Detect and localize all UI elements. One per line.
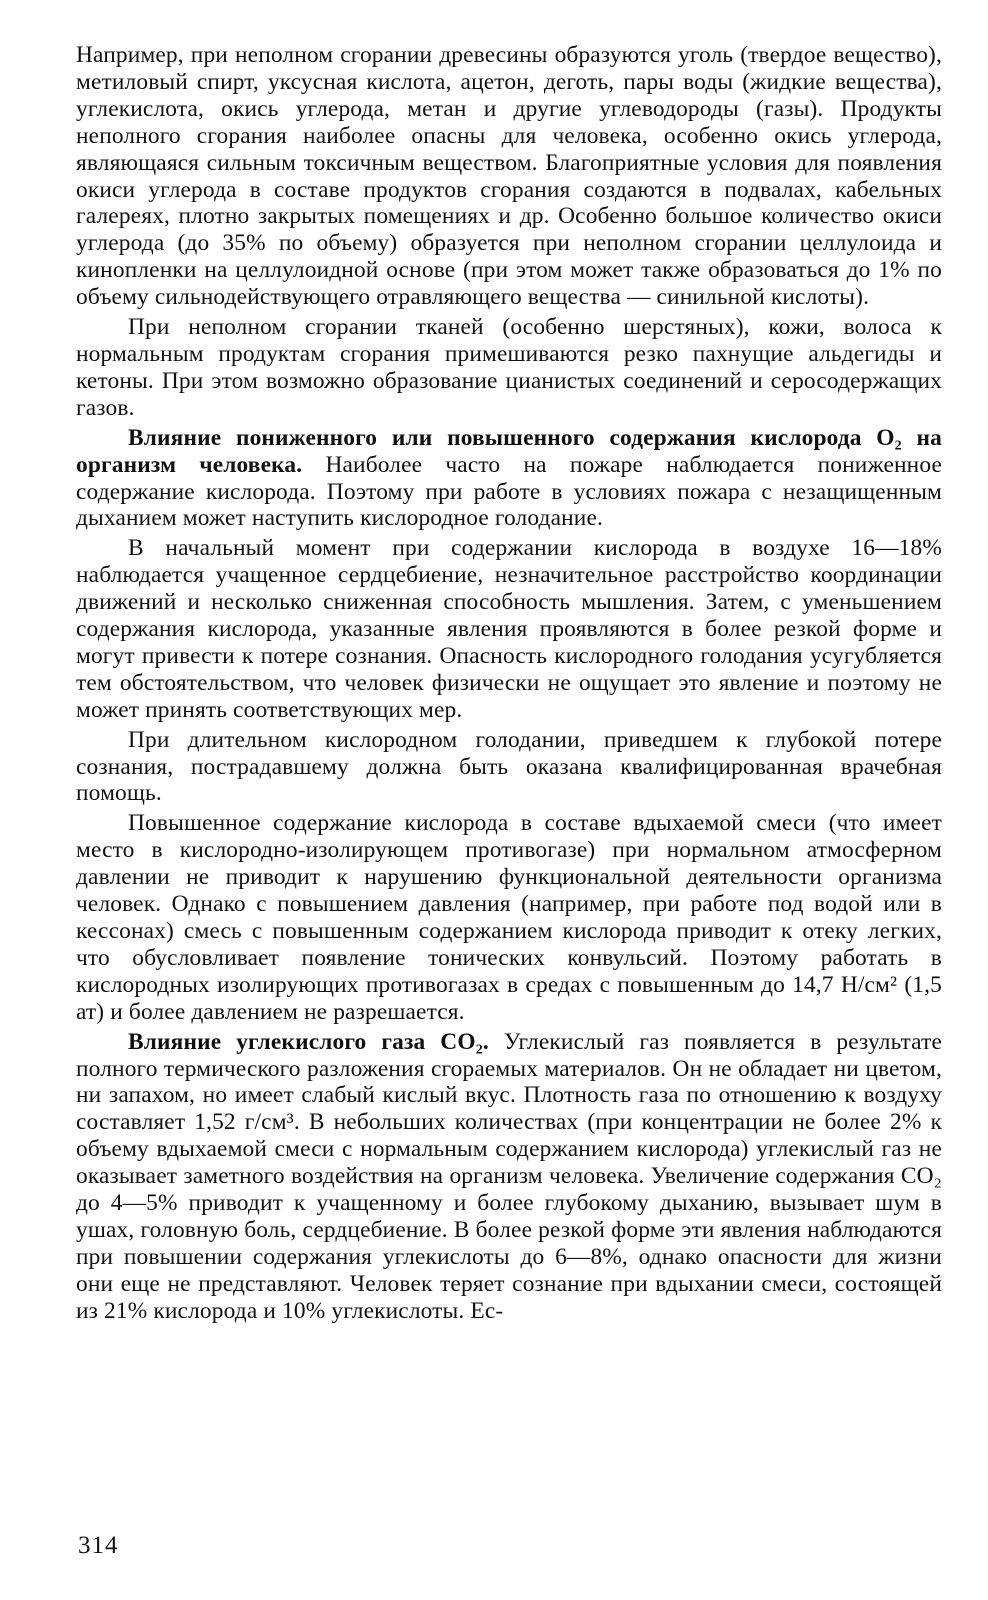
paragraph-text: Наиболее часто на пожаре наблюдается пониженное содержание кислорода. Поэтому при работе в условиях пожара с незащищенным дыханием может наступить кислородное голодание. — [76, 451, 942, 532]
paragraph-prolonged-hypoxia — [76, 727, 942, 808]
paragraph-incomplete-combustion — [76, 42, 942, 311]
paragraph-text: Например, при неполном сгорании древесины образуются уголь (твердое вещество), метиловый спирт, уксусная кислота, ацетон, деготь, пары воды (жидкие вещества), углекислота, окись углерода, метан и другие углеводороды (газы). Продукты неполного сгорания наиболее опасны для человека, особенно окись углерода, являющаяся сильным токсичным веществом. Благоприятные условия для появления окиси углерода в составе продуктов сгорания создаются в подвалах, кабельных галереях, плотно закрытых помещениях и др. Особенно большое количество окиси углерода (до 35% по объему) образуется при неполном сгорании целлулоида и кинопленки на целлулоидной основе (при этом может также образоваться до 1% по объему сильнодействующего отравляющего вещества — синильной кислоты). — [76, 42, 942, 311]
paragraph-text: При неполном сгорании тканей (особенно шерстяных), кожи, волоса к нормальным продуктам сгорания примешиваются резко пахнущие альдегиды и кетоны. При этом возможно образование цианистых соединений и серосодержащих газов. — [76, 314, 942, 421]
paragraph-carbon-dioxide — [76, 1029, 942, 1325]
paragraph-text: В начальный момент при содержании кислорода в воздухе 16—18% наблюдается учащенное сердцебиение, незначительное расстройство координации движений и несколько сниженная способность мышления. Затем, с уменьшением содержания кислорода, указанные явления проявляются в более резкой форме и могут привести к потере сознания. Опасность кислородного голодания усугубляется тем обстоятельством, что человек физически не ощущает это явление и поэтому не может принять соответствующих мер. — [76, 535, 942, 723]
paragraph-increased-oxygen — [76, 810, 942, 1025]
section-heading: Влияние углекислого газа CO₂. — [128, 1028, 489, 1055]
section-heading: Влияние пониженного или повышенного содержания кислорода O₂ на организм человека. — [76, 424, 942, 478]
paragraph-fabrics-combustion — [76, 314, 942, 422]
paragraph-oxygen-effect — [76, 425, 942, 533]
body-text — [76, 42, 942, 1325]
page-number: 314 — [78, 1532, 119, 1559]
paragraph-text: Углекислый газ появляется в результате полного термического разложения сгораемых материалов. Он не обладает ни цветом, ни запахом, но имеет слабый кислый вкус. Плотность газа по отношению к воздуху составляет 1,52 г/см³. В небольших количествах (при концентрации не более 2% к объему вдыхаемой смеси с нормальным содержанием кислорода) углекислый газ не оказывает заметного воздействия на организм человека. Увеличение содержания CO₂ до 4—5% приводит к учащенному и более глубокому дыханию, вызывает шум в ушах, головную боль, сердцебиение. В более резкой форме эти явления наблюдаются при повышении содержания углекислоты до 6—8%, однако опасности для жизни они еще не представляют. Человек теряет сознание при вдыхании смеси, состоящей из 21% кислорода и 10% углекислоты. Ес- — [76, 1028, 942, 1324]
paragraph-text: При длительном кислородном голодании, приведшем к глубокой потере сознания, пострадавшему должна быть оказана квалифицированная врачебная помощь. — [76, 726, 942, 807]
paragraph-text: Повышенное содержание кислорода в составе вдыхаемой смеси (что имеет место в кислородно-изолирующем противогазе) при нормальном атмосферном давлении не приводит к нарушению функциональной деятельности организма человек. Однако с повышением давления (например, при работе под водой или в кессонах) смесь с повышенным содержанием кислорода приводит к отеку легких, что обусловливает появление тонических конвульсий. Поэтому работать в кислородных изолирующих противогазах в средах с повышенным до 14,7 Н/см² (1,5 ат) и более давлением не разрешается. — [76, 810, 942, 1025]
paragraph-initial-moment — [76, 535, 942, 723]
